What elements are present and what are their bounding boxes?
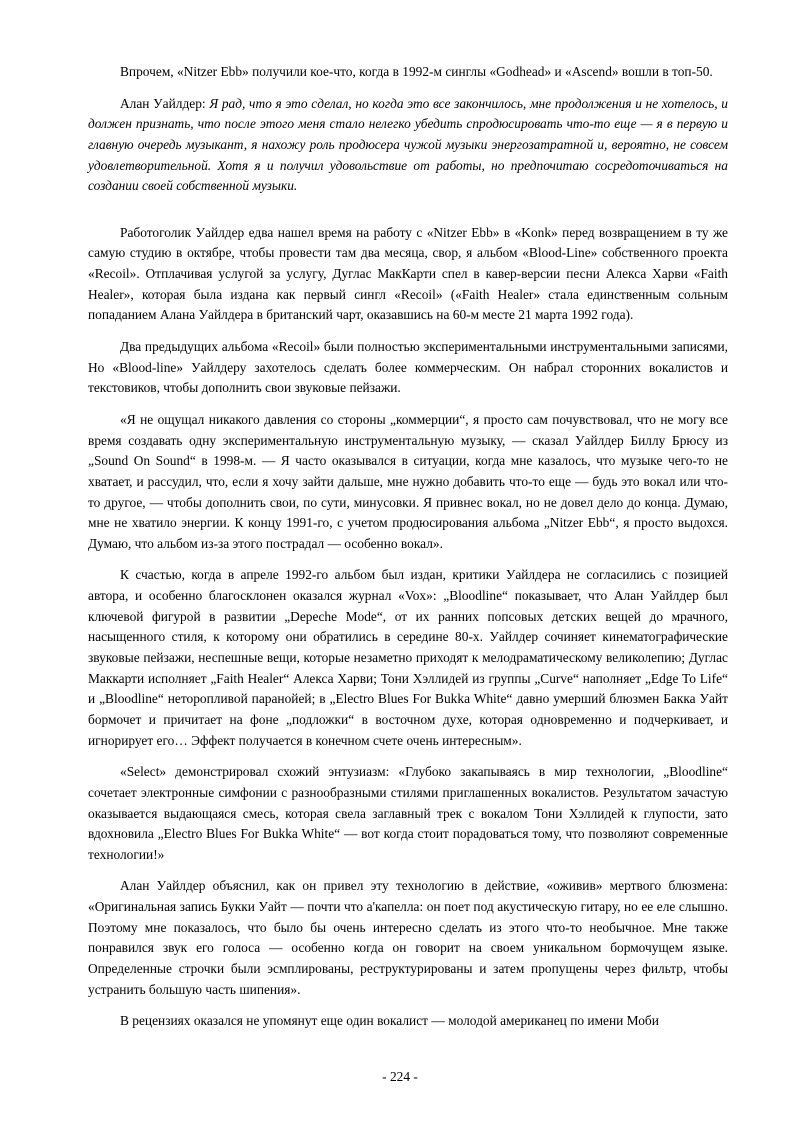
paragraph-8: Алан Уайлдер объяснил, как он привел эту технологию в действие, «оживив» мертвого блюзмена: «Оригинальная запись Букки Уайт — почти что а'капелла: он поет под акустическую гитару, но ее еле слышно. Поэтому мне показалось, что было бы очень интересно сделать из этого что-то необычное. Мне также понравился звук его голоса — особенно когда он говорит на своем уникальном бормочущем языке. Определенные строчки были эсмплированы, реструктурированы и затем пропущены через фильтр, чтобы устранить большую часть шипения».: [88, 878, 728, 997]
page-number: - 224 -: [382, 1069, 418, 1084]
paragraph-4: Два предыдущих альбома «Recoil» были полностью экспериментальными инструментальными записями, Но «Blood-line» Уайлдеру захотелось сделать более коммерческим. Он набрал сторонних вокалистов и текстовиков, чтобы дополнить свои звуковые пейзажи.: [88, 339, 728, 396]
paragraph-2: [88, 94, 728, 197]
paragraph-3: Работоголик Уайлдер едва нашел время на работу с «Nitzer Ebb» в «Konk» перед возвращением в ту же самую студию в октябре, чтобы провести там два месяца, свор, я альбом «Blood-Line» собственного проекта «Recoil». Отплачивая услугой за услугу, Дуглас МакКарти спел в кавер-версии песни Алекса Харви «Faith Healer», которая была издана как первый сингл «Recoil» («Faith Healer» стала единственным сольным попаданием Алана Уайлдера в британский чарт, оказавшись на 60-м месте 21 марта 1992 года).: [88, 224, 728, 323]
paragraph-6: К счастью, когда в апреле 1992-го альбом был издан, критики Уайлдера не согласились с позицией автора, и особенно благосклонен оказался журнал «Vox»: „Bloodline“ показывает, что Алан Уайлдер был ключевой фигурой в развитии „Depeche Mode“, от их ранних попсовых детских вещей до мрачного, насыщенного стиля, к которому они обратились в середине 80-х. Уайлдер сочиняет кинематографические звуковые пейзажи, неспешные вещи, которые незаметно приходят к мелодраматическому великолепию; Дуглас Маккарти исполняет „Faith Healer“ Алекса Харви; Тони Хэллидей из группы „Curve“ наполняет „Edge To Life“ и „Bloodline“ неторопливой паранойей; в „Electro Blues For Bukka White“ давно умерший блюзмен Бакка Уайт бормочет и причитает на фоне „подложки“ в восточном духе, которая одновременно и подчеркивает, и игнорирует его… Эффект получается в конечном счете очень интересным».: [88, 567, 728, 748]
quoted-statement: Я рад, что я это сделал, но когда это все закончилось, мне продолжения и не хотелось, и должен признать, что после этого меня стало нелегко убедить спродюсировать что-то еще — я в первую и главную очередь музыкант, я нахожу роль продюсера чужой музыки энергозатратной и, вероятно, не совсем удовлетворительной. Хотя я и получил удовольствие от работы, но предпочитаю сосредоточиваться на создании своей собственной музыки.: [88, 95, 728, 194]
speaker-attribution: Алан Уайлдер:: [120, 95, 210, 111]
page-body: [88, 62, 728, 1032]
paragraph-1: Впрочем, «Nitzer Ebb» получили кое-что, когда в 1992-м синглы «Godhead» и «Ascend» вошли в топ-50.: [120, 64, 713, 79]
paragraph-5: «Я не ощущал никакого давления со стороны „коммерции“, я просто сам почувствовал, что не могу все время создавать одну экспериментальную инструментальную музыку, — сказал Уайлдер Биллу Брюсу из „Sound On Sound“ в 1998-м. — Я часто оказывался в ситуации, когда мне казалось, что музыке чего-то не хватает, и рассудил, что, если я хочу зайти дальше, мне нужно добавить что-то еще — будь это вокал или что-то другое, — чтобы дополнить свои, по сути, минусовки. Я привнес вокал, но не довел дело до конца. Думаю, мне не хватило энергии. К концу 1991-го, с учетом продюсирования альбома „Nitzer Ebb“, я просто выдохся. Думаю, что альбом из-за этого пострадал — особенно вокал».: [88, 411, 728, 551]
paragraph-7: «Select» демонстрировал схожий энтузиазм: «Глубоко закапываясь в мир технологии, „Bloodline“ сочетает электронные симфонии с разнообразными стилями приглашенных вокалистов. Результатом зачастую оказывается выдающаяся смесь, которая свела заглавный трек с вокалом Тони Хэллидей к глупости, зато вдохновила „Electro Blues For Bukka White“ — вот когда стоит порадоваться тому, что позволяют современные технологии!»: [88, 764, 728, 862]
paragraph-9: В рецензиях оказался не упомянут еще один вокалист — молодой американец по имени Моби: [120, 1013, 659, 1029]
